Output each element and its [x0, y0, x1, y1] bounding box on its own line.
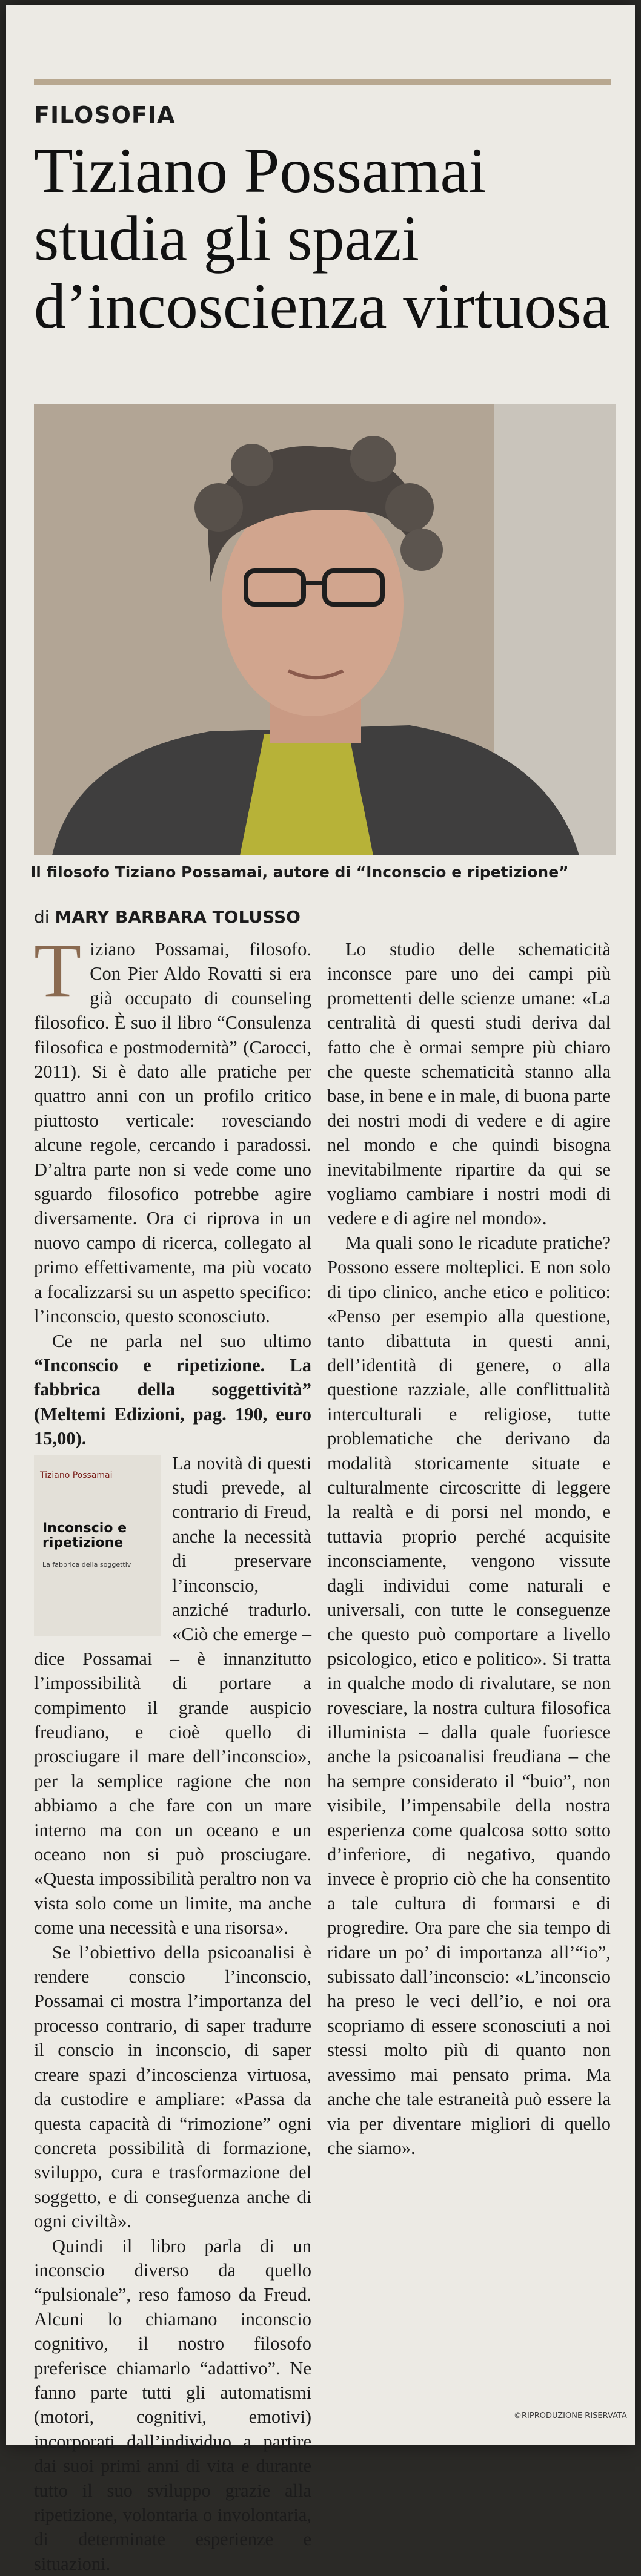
book-cover-author: Tiziano Possamai	[40, 1470, 113, 1480]
paragraph-1	[34, 927, 311, 1329]
book-cover-title: Inconscio e ripetizione	[42, 1520, 127, 1550]
paragraph-3-text: La novità di questi studi prevede, al contrario di Freud, anche la necessità di preservare l’inconscio, anziché tradurlo. «Ciò che emerge – dice Possamai – è innanzitutto l’impossibilità di portare a compimento il grande auspicio freudiano, e cioè quello di prosciugare il mare dell’inconscio», per la semplice ragione che non abbiamo a che fare con un mare interno ma con un oceano e un oceano non si può prosciugare. «Questa impossibilità peraltro non va vista solo come un limite, ma anche come una necessità e una risorsa».	[34, 1452, 311, 1939]
headline: Tiziano Possamai studia gli spazi d’incoscienza virtuosa	[34, 135, 610, 341]
paragraph-7: Ma quali sono le ricadute pratiche? Possono essere molteplici. E non solo di tipo clinico, anche etico e politico: «Penso per esempio alla questione, tanto dibattuta in questi anni, dell’identità di genere, o alla questione razziale, alle conflittualità interculturali e religiose, tutte problematiche che derivano da modalità storicamente situate e culturalmente circoscritte di leggere la realtà e di porsi nel mondo, e tuttavia proprio perché acquisite inconsciamente, vengono vissute dagli individui come naturali e universali, con tutte le conseguenze che questo può comportare a livello psicologico, etico e politico». Si tratta in qualche modo di rivalutare, se non rovesciare, la nostra cultura filosofica illuminista – dalla quale fuoriesce anche la psicoanalisi freudiana – che ha sempre considerato il “buio”, non visibile, l’impensabile della nostra esperienza come qualcosa sotto sotto d’inferiore, di negativo, quando invece è proprio ciò che ha consentito a tale cultura di formarsi e di progredire. Ora pare che sia tempo di ridare un po’ di importanza all’“io”, subissato dall’inconscio: «L’inconscio ha preso le veci dell’io, e noi ora scopriamo di essere sconosciuti a noi stessi molto più di quanto non avessimo mai pensato prima. Ma anche che tale estraneità può essere la via per diventare migliori di quello che siamo».	[327, 1232, 611, 2158]
section-rule	[34, 79, 611, 85]
byline	[34, 907, 301, 927]
newspaper-page	[6, 5, 635, 2574]
paragraph-5: Quindi il libro parla di un inconscio diverso da quello “pulsionale”, reso famoso da Freud. Alcuni lo chiamano inconscio cognitivo, il nostro filosofo preferisce chiamarlo “adattivo”. Ne fanno parte tutti gli automatismi (motori, cognitivi, emotivi) incorporati dall’individuo a partire dai suoi primi anni di vita e durante tutto il suo sviluppo grazie alla ripetizione, volontaria o involontaria, di determinate esperienze e situazioni.	[34, 2235, 311, 2574]
copyright-note: ©RIPRODUZIONE RISERVATA	[514, 2411, 627, 2420]
section-kicker: FILOSOFIA	[34, 102, 176, 128]
book-reference: “Inconscio e ripetizione. La fabbrica della soggettività” (Meltemi Edizioni, pag. 190, euro 15,00).	[34, 1354, 311, 1449]
byline-prefix: di	[34, 907, 55, 927]
paragraph-6: Lo studio delle schematicità inconsce pare uno dei campi più promettenti delle scienze umane: «La centralità di questi studi deriva dal fatto che è ormai sempre più chiaro che queste schematicità stanno alla base, in bene e in male, di buona parte dei nostri modi di vedere e di agire nel mondo e che quindi bisogna inevitabilmente ripartire da qui se vogliamo cambiare i nostri modi di vedere e di agire nel mondo».	[327, 939, 611, 1229]
paragraph-4: Se l’obiettivo della psicoanalisi è rendere conscio l’inconscio, Possamai ci mostra l’importanza del processo contrario, di saper tradurre il conscio in inconscio, di saper creare spazi d’incoscienza virtuosa, da custodire e ampliare: «Passa da questa capacità di “rimozione” ogni concreta possibilità di formazione, sviluppo, cura e trasformazione del soggetto, e di conseguenza anche di ogni civiltà».	[34, 1942, 311, 2232]
paragraph-1-text: iziano Possamai, filosofo. Con Pier Aldo Rovatti si era già occupato di counseling filosofico. È suo il libro “Consulenza filosofica e postmodernità” (Carocci, 2011). Si è dato alle pratiche per quattro anni con un profilo critico piuttosto verticale: rovesciando alcune regole, cercando i paradossi. D’altra parte non si vede come uno sguardo filosofico potrebbe agire diversamente. Ora ci riprova in un nuovo campo di ricerca, collegato al primo effettivamente, ma più vocato a focalizzarsi su un aspetto specifico: l’inconscio, questo sconosciuto.	[34, 939, 311, 1327]
photo-caption: Il filosofo Tiziano Possamai, autore di “Inconscio e ripetizione”	[30, 863, 569, 881]
paragraph-2	[34, 1329, 311, 1451]
book-cover	[34, 1455, 161, 1636]
drop-cap: T	[34, 927, 82, 1013]
byline-author: MARY BARBARA TOLUSSO	[55, 907, 301, 927]
paragraph-2-lead: Ce ne parla nel suo ultimo	[52, 1330, 311, 1351]
paragraph-3	[34, 1451, 311, 1940]
article-column-right	[327, 937, 611, 2160]
article-column-left	[34, 927, 311, 2576]
book-cover-subtitle: La fabbrica della soggettiv	[42, 1560, 131, 1569]
author-photo	[34, 404, 616, 855]
